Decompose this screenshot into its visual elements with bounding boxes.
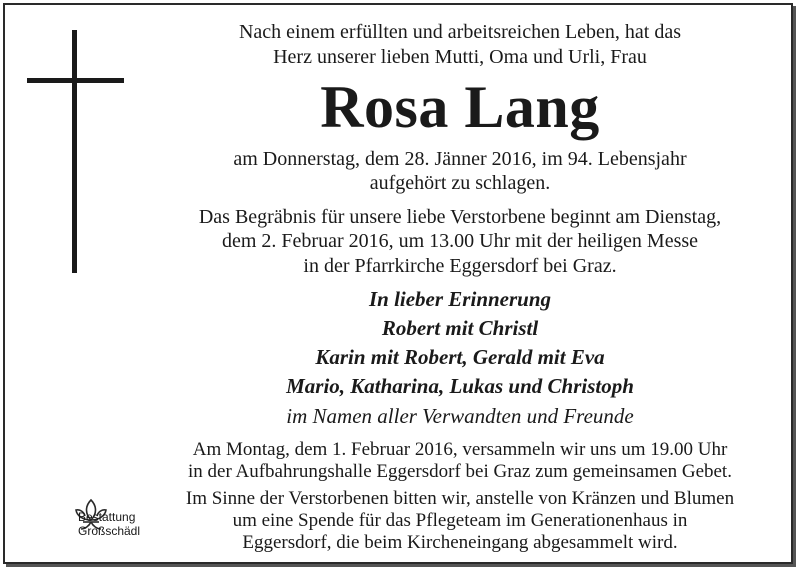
mourner-line-1: In lieber Erinnerung <box>368 287 552 311</box>
mourner-line-4: Mario, Katharina, Lukas und Christoph <box>286 374 634 398</box>
prayer-line-1: Am Montag, dem 1. Februar 2016, versammeln wir uns um 19.00 Uhr <box>192 439 728 460</box>
deceased-name: Rosa Lang <box>320 74 600 140</box>
intro-line-2: Herz unserer lieben Mutti, Oma und Urli, Frau <box>273 46 647 68</box>
donation-line-3: Eggersdorf, die beim Kircheneingang abgesammelt wird. <box>242 532 678 553</box>
donation-line-1: Im Sinne der Verstorbenen bitten wir, anstelle von Kränzen und Blumen <box>185 488 735 509</box>
mourner-line-3: Karin mit Robert, Gerald mit Eva <box>315 345 605 369</box>
death-line-1: am Donnerstag, dem 28. Jänner 2016, im 94. Lebensjahr <box>233 148 687 170</box>
death-line-2: aufgehört zu schlagen. <box>369 172 551 194</box>
relatives-line: im Namen aller Verwandten und Freunde <box>286 404 634 428</box>
donation-line-2: um eine Spende für das Pflegeteam im Generationenhaus in <box>232 510 688 531</box>
funeral-line-2: dem 2. Februar 2016, um 13.00 Uhr mit der heiligen Messe <box>221 230 699 252</box>
mourner-line-2: Robert mit Christl <box>381 316 539 340</box>
funeral-home-line-2: Großschädl <box>78 524 141 538</box>
intro-line-1: Nach einem erfüllten und arbeitsreichen Leben, hat das <box>238 21 682 43</box>
prayer-line-2: in der Aufbahrungshalle Eggersdorf bei Graz zum gemeinsamen Gebet. <box>188 461 732 482</box>
funeral-home-line-1: Bestattung <box>78 510 136 524</box>
funeral-line-1: Das Begräbnis für unsere liebe Verstorbene beginnt am Dienstag, <box>198 206 722 228</box>
funeral-line-3: in der Pfarrkirche Eggersdorf bei Graz. <box>303 255 617 277</box>
